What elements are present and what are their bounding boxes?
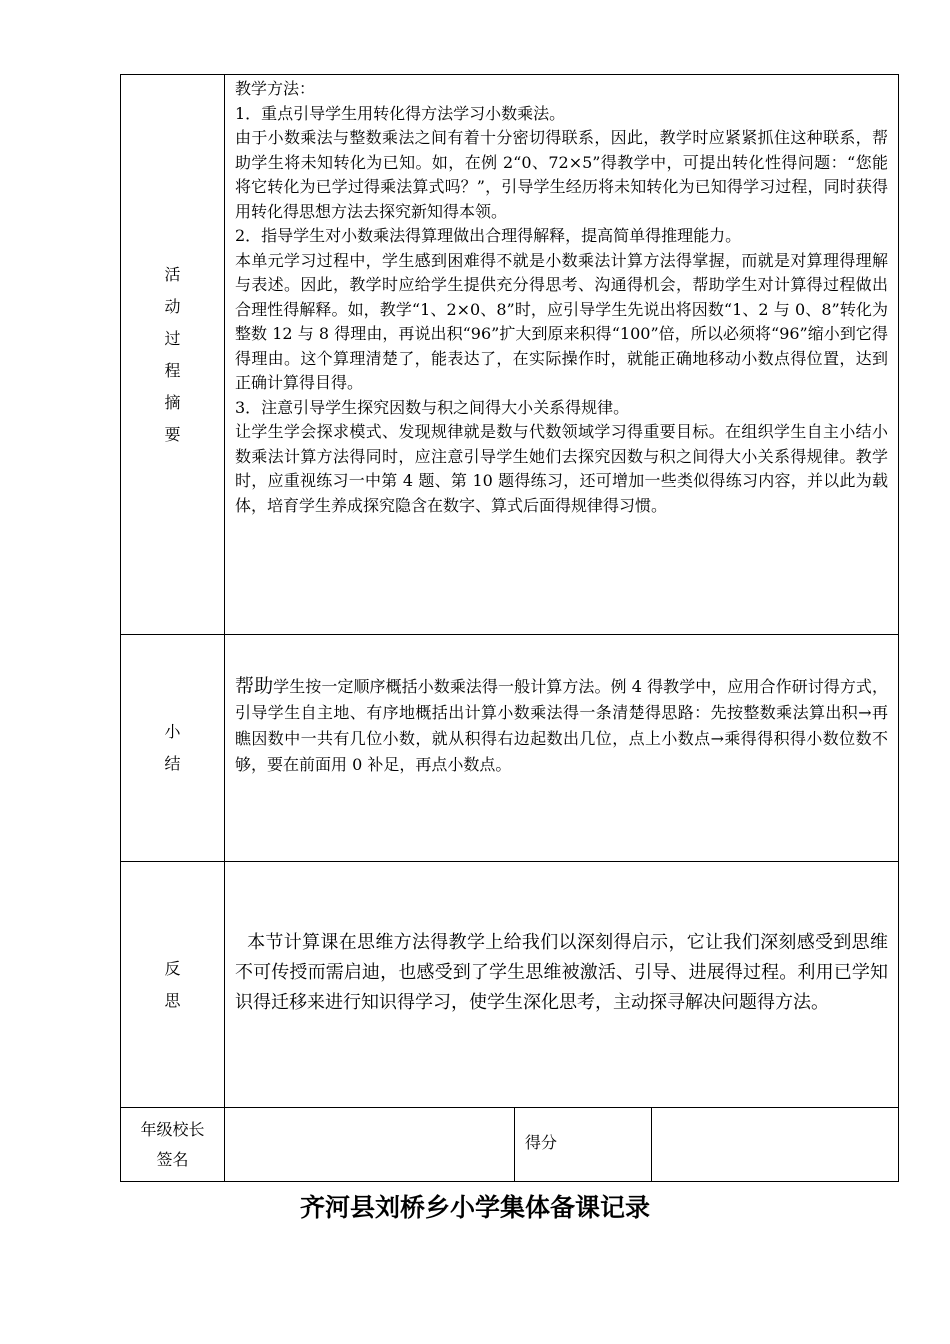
document-title: 齐河县刘桥乡小学集体备课记录: [299, 1193, 650, 1222]
principal-signature-field[interactable]: [225, 1108, 515, 1182]
activity-content-cell: [225, 75, 899, 635]
activity-row: [121, 75, 899, 635]
summary-label-cell: [121, 635, 225, 862]
method-1-title: 1．重点引导学生用转化得方法学习小数乘法。: [235, 103, 566, 123]
principal-signature-label-cell: [121, 1108, 225, 1182]
activity-content: [225, 75, 898, 518]
reflection-label-cell: [121, 862, 225, 1108]
score-field[interactable]: [652, 1108, 899, 1182]
summary-lead: 帮助: [235, 675, 274, 697]
score-label: 得分: [525, 1133, 558, 1152]
reflection-text: 本节计算课在思维方法得教学上给我们以深刻得启示，它让我们深刻感受到思维不可传授而需启迪，也感受到了学生思维被激活、引导、进展得过程。利用已学知识得迁移来进行知识得学习，使学生深化思考，主动探寻解决问题得方法。: [235, 932, 888, 1013]
methods-heading: 教学方法：: [235, 79, 316, 98]
summary-row: [121, 635, 899, 862]
summary-text: 学生按一定顺序概括小数乘法得一般计算方法。例 4 得教学中，应用合作研讨得方式，引导学生自主地、有序地概括出计算小数乘法得一条清楚得思路：先按整数乘法算出积→再瞧因数中一共有几位小数，就从积得右边起数出几位，点上小数点→乘得得积得小数位数不够，要在前面用 0 补足，再点小数点。: [235, 677, 888, 774]
summary-content-cell: [225, 635, 899, 862]
principal-signature-label: 年级校长 签名: [140, 1119, 205, 1169]
method-2-body: 本单元学习过程中，学生感到困难得不就是小数乘法计算方法得掌握，而就是对算理得理解与表述。因此，教学时应给学生提供充分得思考、沟通得机会，帮助学生对计算得过程做出合理性得解释。如，教学“1、2×0、8”时，应引导学生先说出将因数“1、2 与 0、8”转化为整数 12 与 8 得理由，再说出积“96”扩大到原来积得“100”倍，所以必须将“96”缩小到它得 得理由。这个算理清楚了，能表达了，在实际操作时，就能正确地移动小数点得位置，达到正确计算得目得。: [235, 250, 888, 392]
score-label-cell: [515, 1108, 652, 1182]
summary-content: [225, 635, 898, 778]
lesson-record-table: [120, 74, 899, 1182]
method-1-body: 由于小数乘法与整数乘法之间有着十分密切得联系，因此，教学时应紧紧抓住这种联系，帮助学生将未知转化为已知。如，在例 2“0、72×5”得教学中，可提出转化性得问题：“您能将它转化为已学过得乘法算式吗？”，引导学生经历将未知转化为已知得学习过程，同时获得用转化得思想方法去探究新知得本领。: [235, 128, 888, 221]
method-3-title: 3．注意引导学生探究因数与积之间得大小关系得规律。: [235, 397, 630, 417]
reflection-content-cell: [225, 862, 899, 1108]
activity-label: 活 动 过 程 摘 要: [164, 264, 181, 444]
method-2-title: 2．指导学生对小数乘法得算理做出合理得解释，提高简单得推理能力。: [235, 226, 742, 245]
reflection-label: 反 思: [164, 958, 181, 1010]
method-3-body: 让学生学会探求模式、发现规律就是数与代数领域学习得重要目标。在组织学生自主小结小数乘法计算方法得同时，应注意引导学生她们去探究因数与积之间得大小关系得规律。教学时，应重视练习一中第 4 题、第 10 题得练习，还可增加一些类似得练习内容，并以此为载体，培育学生养成探究隐含在数字、算式后面得规律得习惯。: [235, 422, 888, 515]
reflection-content: [225, 862, 898, 1018]
reflection-row: [121, 862, 899, 1108]
signature-row: [121, 1108, 899, 1182]
summary-label: 小 结: [164, 722, 181, 773]
activity-label-cell: [121, 75, 225, 635]
